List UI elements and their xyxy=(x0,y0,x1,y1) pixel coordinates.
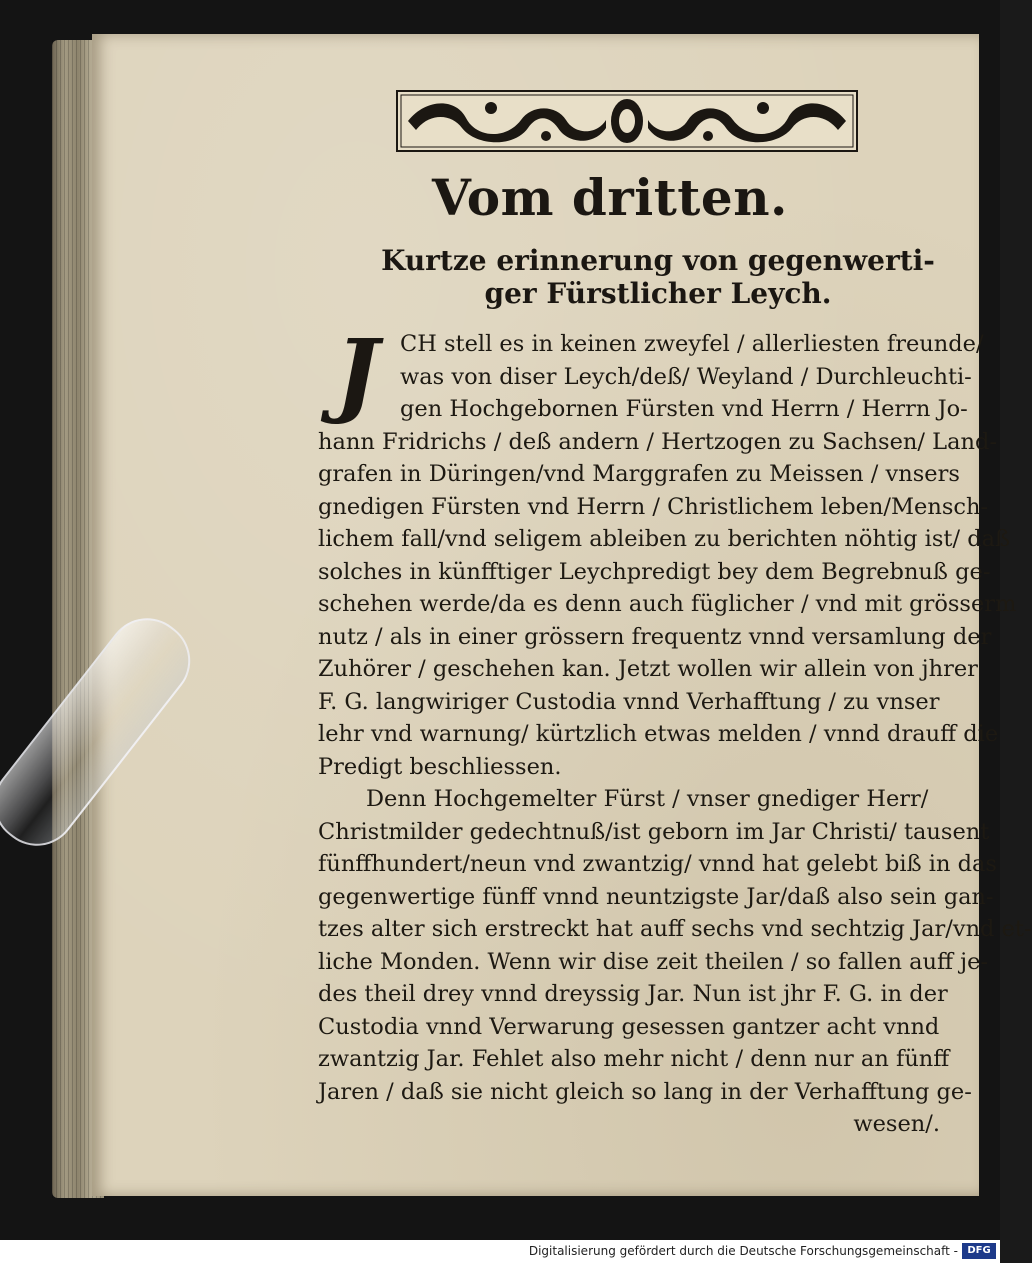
body-text xyxy=(318,319,1032,1141)
text-line: grafen in Düringen/vnd Marggrafen zu Meissen / vnsers xyxy=(318,461,960,487)
subtitle-line: ger Fürstlicher Leych. xyxy=(484,276,832,310)
text-line: liche Monden. Wenn wir dise zeit theilen / so fallen auff je- xyxy=(318,948,989,975)
text-line: CH stell es in keinen zweyfel / allerliesten freunde/ xyxy=(400,331,984,357)
text-line: Jaren / daß sie nicht gleich so lang in der Verhafftung ge- xyxy=(318,1078,972,1105)
text-line: Christmilder gedechtnuß/ist geborn im Jar Christi/ tausent xyxy=(318,818,990,845)
text-line: lehr vnd warnung/ kürtzlich etwas melden / vnnd drauff die xyxy=(318,721,999,747)
text-line: hann Fridrichs / deß andern / Hertzogen zu Sachsen/ Land- xyxy=(318,428,997,455)
funding-notice: Digitalisierung gefördert durch die Deutsche Forschungsgemeinschaft - xyxy=(528,1244,958,1258)
text-line: fünffhundert/neun vnd zwantzig/ vnnd hat gelebt biß in das xyxy=(318,851,997,877)
text-line: nutz / als in einer grössern frequentz vnnd versamlung der xyxy=(318,623,992,650)
text-line: lichem fall/vnd seligem ableiben zu berichten nöhtig ist/ daß xyxy=(318,526,1011,552)
text-line: solches in künfftiger Leychpredigt bey dem Begrebnuß ge- xyxy=(318,558,991,585)
chapter-heading: Vom dritten. xyxy=(432,168,788,227)
text-line: gnedigen Fürsten vnd Herrn / Christlichem leben/Mensch- xyxy=(318,493,989,520)
text-line: F. G. langwiriger Custodia vnnd Verhafftung / zu vnser xyxy=(318,688,940,715)
text-line: Custodia vnnd Verwarung gesessen gantzer acht vnnd xyxy=(318,1013,940,1040)
text-line: gegenwertige fünff vnnd neuntzigste Jar/daß also sein gan- xyxy=(318,883,994,910)
text-line: tzes alter sich erstreckt hat auff sechs vnd sechtzig Jar/vnd et- xyxy=(318,916,1032,942)
footer-bar xyxy=(0,1240,1000,1263)
subtitle-line: Kurtze erinnerung von gegenwerti- xyxy=(381,244,935,277)
text-line: schehen werde/da es denn auch füglicher / vnd mit grösserm xyxy=(318,591,1017,617)
chapter-subtitle xyxy=(378,243,938,308)
text-line: gen Hochgebornen Fürsten vnd Herrn / Herrn Jo- xyxy=(400,396,968,422)
dfg-logo: DFG xyxy=(962,1243,996,1259)
text-line: des theil drey vnnd dreyssig Jar. Nun ist jhr F. G. in der xyxy=(318,981,948,1007)
text-line: Denn Hochgemelter Fürst / vnser gnediger Herr/ xyxy=(366,786,929,812)
text-line: wesen/. xyxy=(853,1111,940,1137)
drop-cap-initial: J xyxy=(335,319,379,427)
text-line: zwantzig Jar. Fehlet also mehr nicht / denn nur an fünff xyxy=(318,1046,950,1072)
text-line: Zuhörer / geschehen kan. Jetzt wollen wir allein von jhrer xyxy=(318,656,978,682)
text-line: was von diser Leych/deß/ Weyland / Durchleuchti- xyxy=(400,363,972,390)
text-line: Predigt beschliessen. xyxy=(318,753,562,780)
ornamental-headpiece xyxy=(396,90,858,152)
